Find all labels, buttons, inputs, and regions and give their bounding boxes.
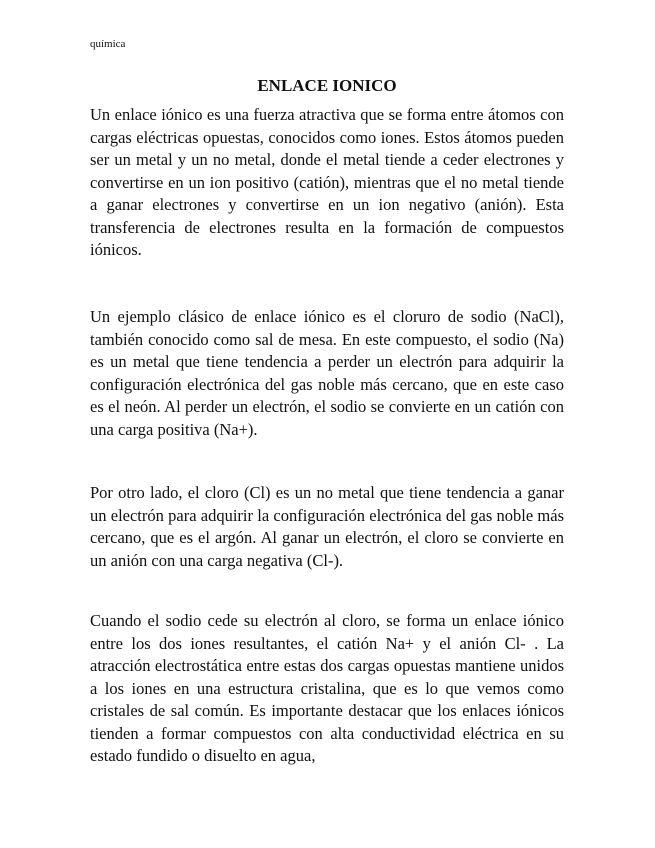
- paragraph-2: Un ejemplo clásico de enlace iónico es el cloruro de sodio (NaCl), también conocido como sal de mesa. En este compuesto, el sodio (Na) es un metal que tiene tendencia a perder un electrón para adquirir la configuración electrónica del gas noble más cercano, que en este caso es el neón. Al perder un electrón, el sodio se convierte en un catión con una carga positiva (Na+).: [90, 307, 564, 439]
- paragraph-3: Por otro lado, el cloro (Cl) es un no metal que tiene tendencia a ganar un electrón para adquirir la configuración electrónica del gas noble más cercano, que es el argón. Al ganar un electrón, el cloro se convierte en un anión con una carga negativa (Cl-).: [90, 483, 564, 570]
- paragraph-4: Cuando el sodio cede su electrón al cloro, se forma un enlace iónico entre los dos iones resultantes, el catión Na+ y el anión Cl- . La atracción electrostática entre estas dos cargas opuestas mantiene unidos a los iones en una estructura cristalina, que es lo que vemos como cristales de sal común. Es importante destacar que los enlaces iónicos tienden a formar compuestos con alta conductividad eléctrica en su estado fundido o disuelto en agua,: [90, 611, 564, 765]
- page-title: ENLACE IONICO: [257, 76, 397, 95]
- running-header: química: [90, 38, 126, 50]
- paragraph-1: Un enlace iónico es una fuerza atractiva que se forma entre átomos con cargas eléctricas opuestas, conocidos como iones. Estos átomos pueden ser un metal y un no metal, donde el metal tiende a ceder electrones y convertirse en un ion positivo (catión), mientras que el no metal tiende a ganar electrones y convertirse en un ion negativo (anión). Esta transferencia de electrones resulta en la formación de compuestos iónicos.: [90, 105, 564, 259]
